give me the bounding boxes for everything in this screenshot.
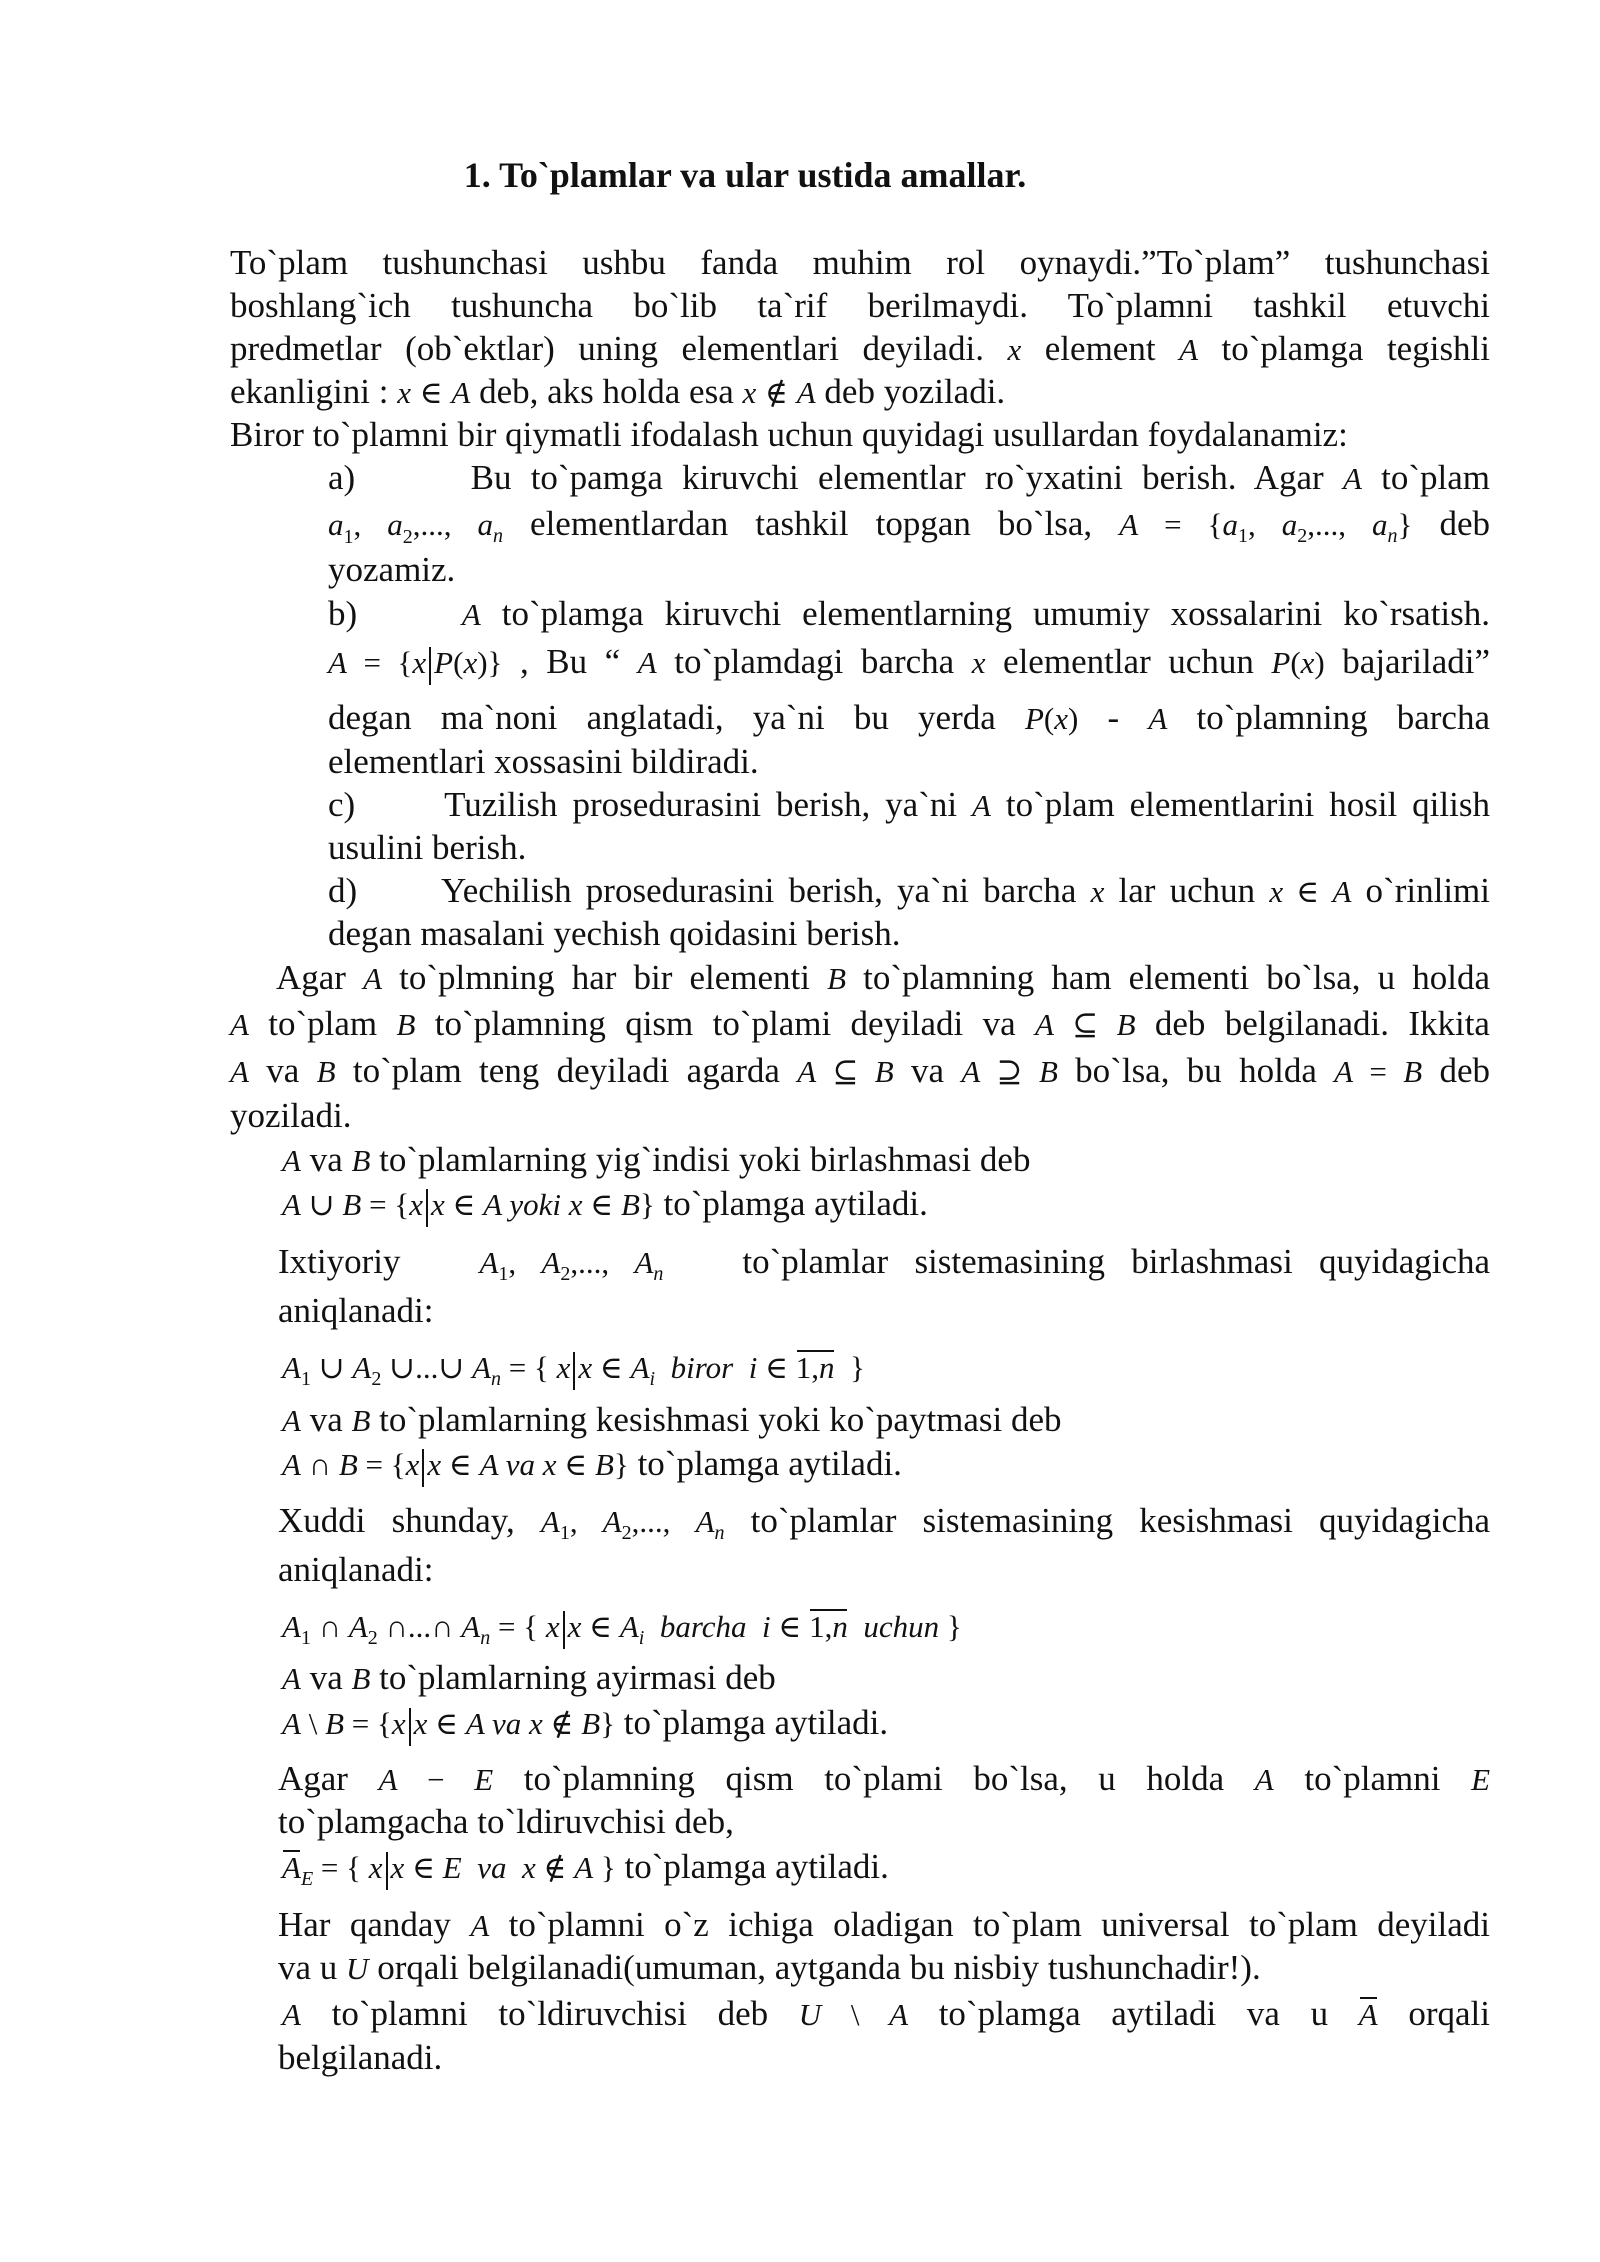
text-line: Agar A to`plmning har bir elementi B to`plamning ham elementi bo`lsa, u holda — [276, 958, 1491, 997]
text-line: yozamiz. — [328, 550, 456, 589]
text-line: A va B to`plam teng deyiladi agarda A ⊆ B va A ⊇ B bo`lsa, bu holda A = B deb — [230, 1051, 1491, 1090]
list-item-a: a) Bu to`pamga kiruvchi elementlar ro`yxatini berish. Agar A to`plam — [328, 458, 1490, 497]
text-line: degan ma`noni anglatadi, ya`ni bu yerda P(x) - A to`plamning barcha — [328, 698, 1491, 737]
text-line: A va B to`plamlarning kesishmasi yoki ko`paytmasi deb — [282, 1400, 1062, 1439]
formula-union-system: $A_1$ ∪ $A_2$ ∪...∪ $A_n$ = { x x ∈ $A_i$ biror i ∈ 1,n } — [282, 1345, 865, 1401]
text-line: degan masalani yechish qoidasini berish. — [328, 914, 901, 953]
list-item-d: d) Yechilish prosedurasini berish, ya`ni barcha x lar uchun x ∈ A o`rinlimi — [328, 871, 1490, 910]
text-line: A va B to`plamlarning yig`indisi yoki birlashmasi deb — [282, 1140, 1031, 1179]
text-line: va u U orqali belgilanadi(umuman, aytganda bu nisbiy tushunchadir!). — [278, 1948, 1261, 1987]
text-line: elementlari xossasini bildiradi. — [328, 742, 759, 781]
formula-union: A ∪ B = {x x ∈ A yoki x ∈ B} to`plamga aytiladi. — [282, 1182, 928, 1227]
formula-complement: $A_E$ = { x x ∈ E va x ∉ A } to`plamga aytiladi. — [282, 1847, 889, 1891]
text-line: ekanligini : x ∈ A deb, aks holda esa x ∉ A deb yoziladi. — [230, 372, 1006, 411]
text-line: aniqlanadi: — [278, 1291, 434, 1330]
text-line: A to`plamni to`ldiruvchisi deb U \ A to`plamga aytiladi va u A orqali — [282, 1992, 1490, 2037]
text-line: predmetlar (ob`ektlar) uning elementlari deyiladi. x element A to`plamga tegishli — [230, 329, 1491, 368]
text-line: $a_1$, $a_2$,..., $a_n$ elementlardan tashkil topgan bo`lsa, $A = \{a_1$, $a_2$,..., $a_n$} deb — [328, 504, 1490, 548]
formula-intersection-system: $A_1$ ∩ $A_2$ ∩...∩ $A_n$ = { x x ∈ $A_i$ barcha i ∈ 1,n uchun } — [282, 1604, 962, 1660]
formula-difference: A \ B = {x x ∈ A va x ∉ B} to`plamga aytiladi. — [282, 1701, 888, 1746]
page-title: 1. To`plamlar va ular ustida amallar. — [463, 155, 1027, 195]
text-line: belgilanadi. — [278, 2038, 443, 2077]
text-line: aniqlanadi: — [278, 1550, 434, 1589]
list-item-c: c) Tuzilish prosedurasini berish, ya`ni A to`plam elementlarini hosil qilish — [328, 785, 1490, 824]
text-line: Agar A − E to`plamning qism to`plami bo`lsa, u holda A to`plamni E — [278, 1759, 1490, 1798]
text-line: Xuddi shunday, $A_1$, $A_2$,..., $A_n$ to`plamlar sistemasining kesishmasi quyidagicha — [278, 1501, 1491, 1545]
list-item-b: b) A to`plamga kiruvchi elementlarning umumiy xossalarini ko`rsatish. — [328, 594, 1491, 633]
text-line: A va B to`plamlarning ayirmasi deb — [282, 1658, 776, 1697]
text-line: boshlang`ich tushuncha bo`lib ta`rif berilmaydi. To`plamni tashkil etuvchi — [230, 286, 1490, 325]
text-line: to`plamgacha to`ldiruvchisi deb, — [278, 1802, 734, 1841]
text-line: Biror to`plamni bir qiymatli ifodalash uchun quyidagi usullardan foydalanamiz: — [230, 415, 1348, 454]
text-line: Ixtiyoriy $A_1$, $A_2$,..., $A_n$ to`plamlar sistemasining birlashmasi quyidagicha — [278, 1242, 1491, 1286]
text-line: A to`plam B to`plamning qism to`plami deyiladi va A ⊆ B deb belgilanadi. Ikkita — [230, 1004, 1490, 1043]
text-line: A = {x P(x)} , Bu “ A to`plamdagi barcha x elementlar uchun P(x) bajariladi” — [328, 640, 1490, 685]
text-line: usulini berish. — [328, 828, 527, 867]
text-line: To`plam tushunchasi ushbu fanda muhim rol oynaydi.”To`plam” tushunchasi — [230, 243, 1490, 282]
text-line: Har qanday A to`plamni o`z ichiga oladigan to`plam universal to`plam deyiladi — [278, 1905, 1490, 1944]
formula-intersection: A ∩ B = {x x ∈ A va x ∈ B} to`plamga aytiladi. — [282, 1442, 902, 1487]
text-line: yoziladi. — [230, 1096, 352, 1135]
